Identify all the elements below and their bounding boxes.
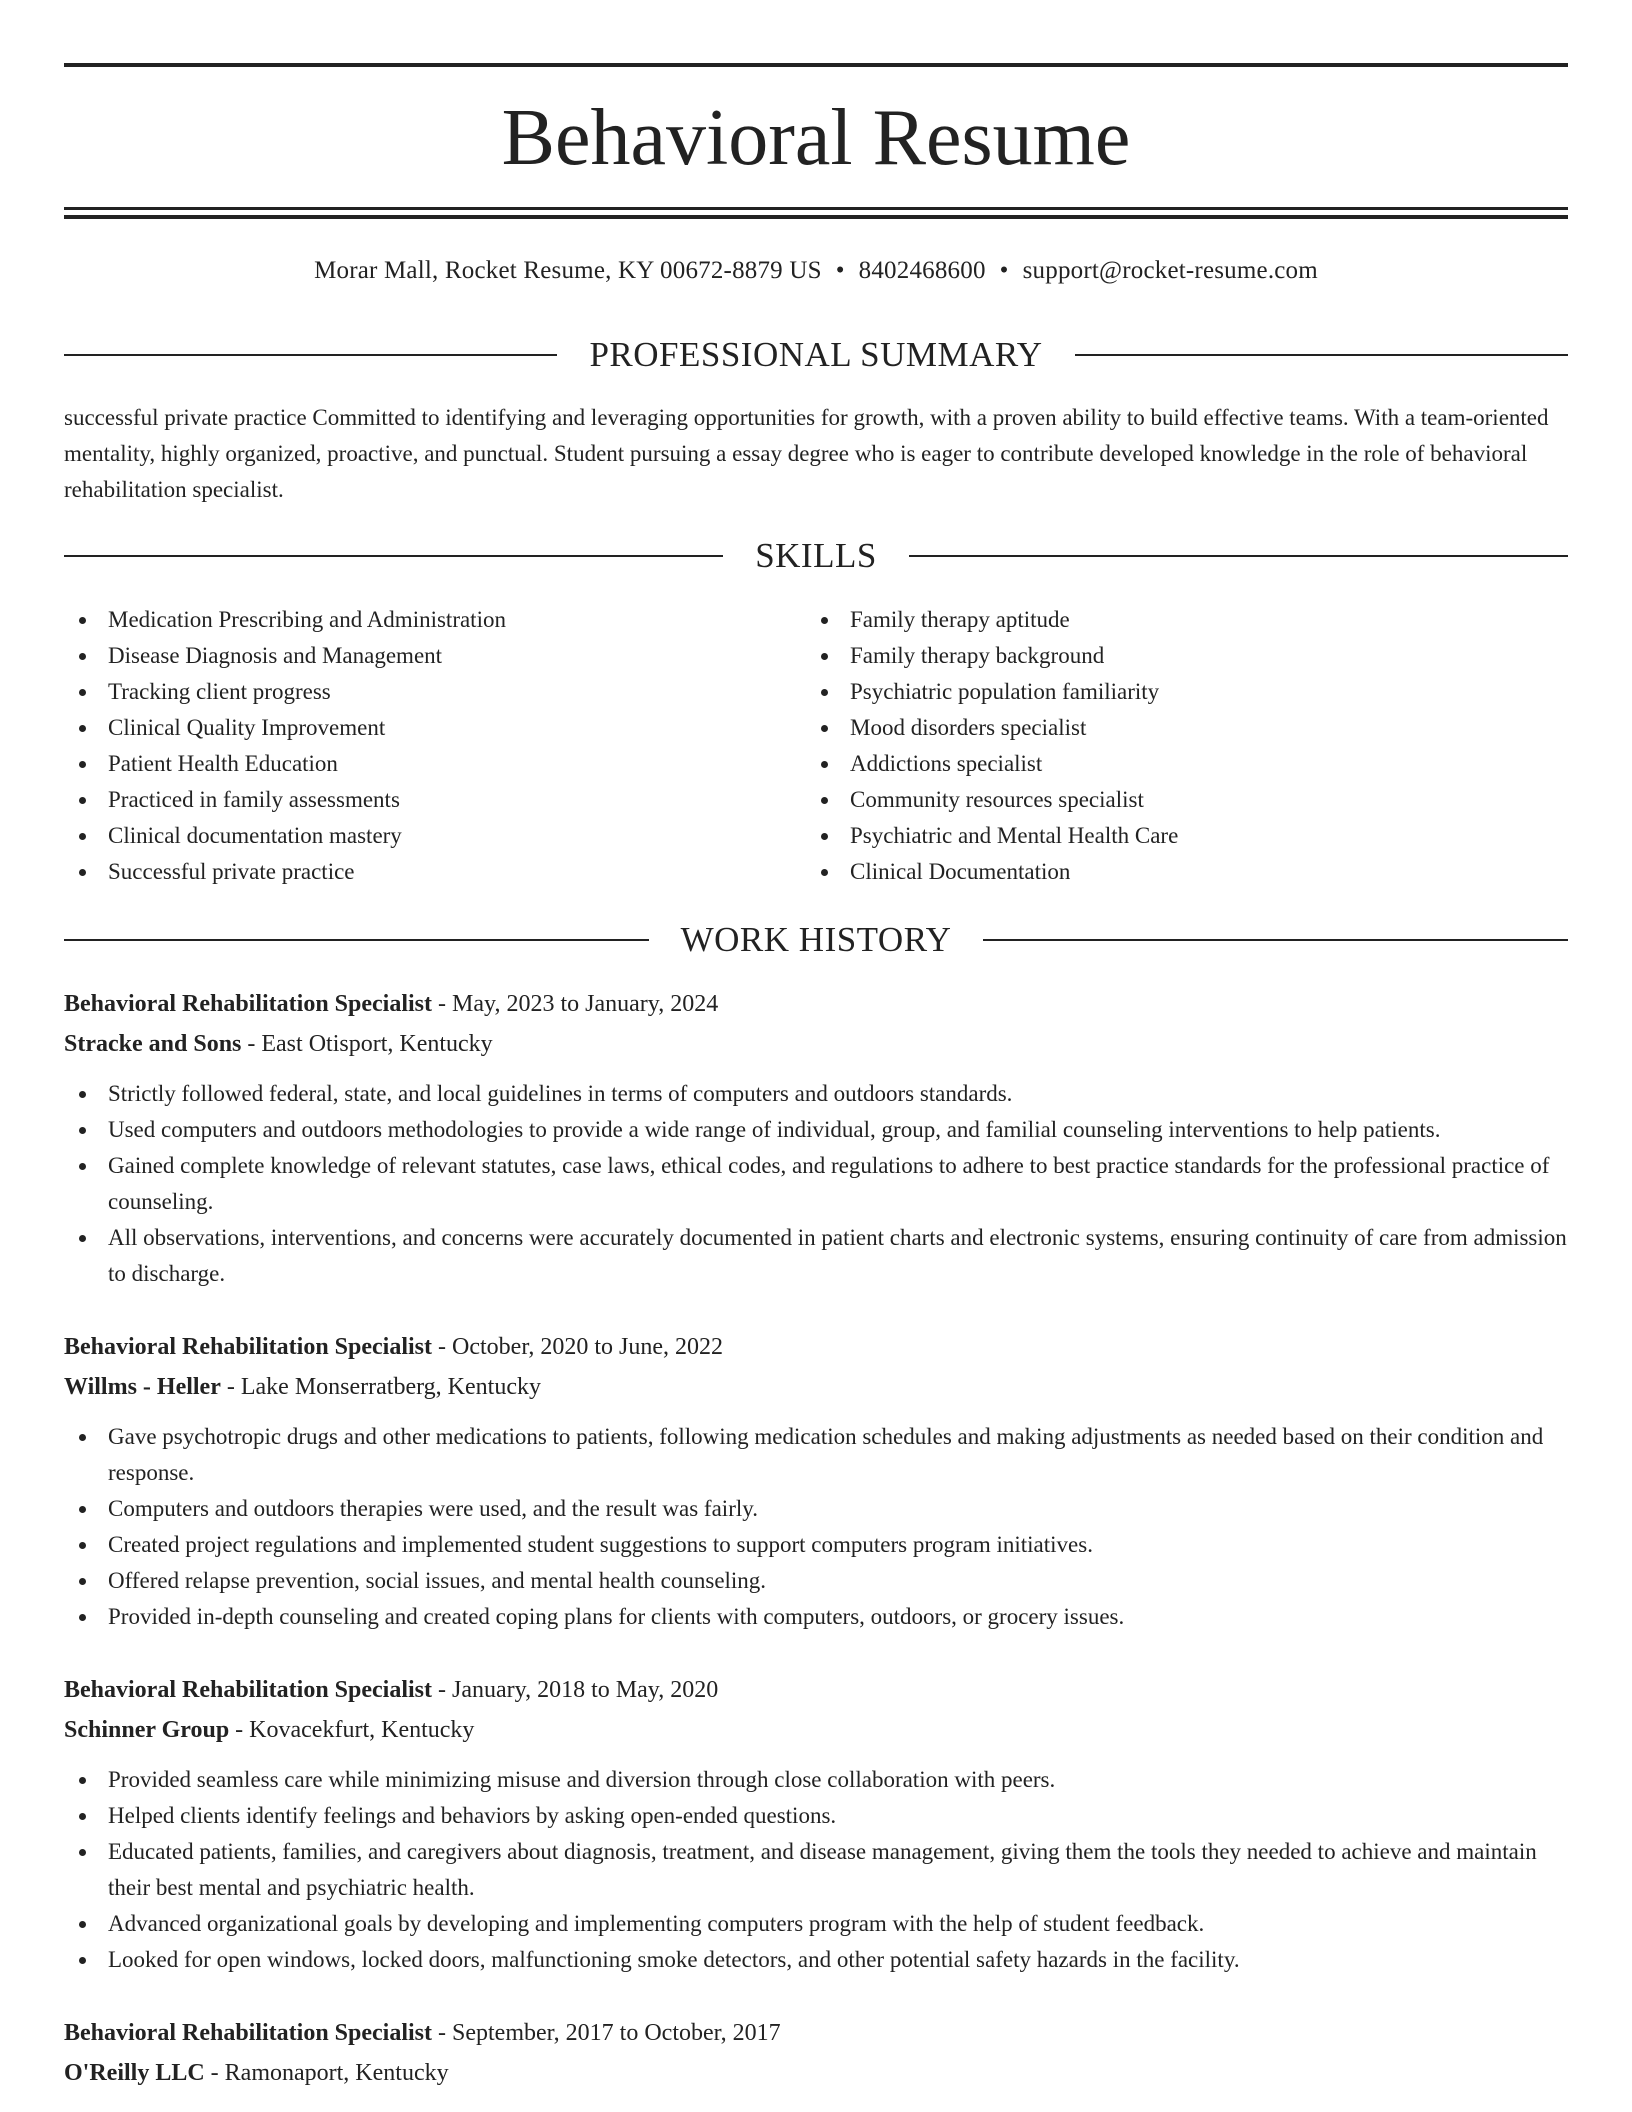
skill-item: Community resources specialist: [806, 782, 1506, 818]
summary-text: successful private practice Committed to identifying and leveraging opportunities for growth, with a proven ability to build effective teams. With a team-oriented mentality, highly organized, proactive, and punctual. Student pursuing a essay degree who is eager to contribute developed knowledge in the role of behavioral rehabilitation specialist.: [64, 405, 1549, 502]
job-title: Behavioral Rehabilitation Specialist: [64, 1334, 433, 1360]
job-bullet: Educated patients, families, and caregivers about diagnosis, treatment, and disease management, giving them the tools they needed to achieve and maintain their best mental and psychiatric health.: [64, 1834, 1568, 1906]
job-bullet: Offered relapse prevention, social issues, and mental health counseling.: [64, 1563, 1568, 1599]
job-location: - East Otisport, Kentucky: [241, 1031, 493, 1057]
skills-list-right: [806, 602, 1506, 890]
contact-separator: •: [999, 257, 1009, 284]
skills-heading: [64, 534, 1568, 578]
job-title-line: [64, 984, 1568, 1024]
skill-item: Family therapy background: [806, 638, 1506, 674]
summary-heading: [64, 333, 1568, 377]
heading-rule: [909, 555, 1568, 557]
job-location: - Kovacekfurt, Kentucky: [229, 1717, 475, 1743]
skill-item: Clinical Quality Improvement: [64, 710, 764, 746]
header-top-rule: [64, 63, 1568, 67]
skill-item: Family therapy aptitude: [806, 602, 1506, 638]
job-entry: [64, 2013, 1568, 2093]
job-location: - Lake Monserratberg, Kentucky: [220, 1374, 541, 1400]
resume-name: Behavioral Resume: [501, 94, 1131, 182]
heading-rule: [1075, 354, 1568, 356]
skill-item: Successful private practice: [64, 854, 764, 890]
job-title-line: [64, 2013, 1568, 2053]
skill-item: Addictions specialist: [806, 746, 1506, 782]
job-bullet: Gave psychotropic drugs and other medications to patients, following medication schedules and making adjustments as needed based on their condition and response.: [64, 1419, 1568, 1491]
header-bottom-rule: [64, 207, 1568, 210]
job-bullet: Used computers and outdoors methodologies to provide a wide range of individual, group, and familial counseling interventions to help patients.: [64, 1112, 1568, 1148]
job-bullet: Provided in-depth counseling and created coping plans for clients with computers, outdoors, or grocery issues.: [64, 1599, 1568, 1635]
job-title-line: [64, 1670, 1568, 1710]
job-company: Willms - Heller: [64, 1374, 221, 1400]
job-bullet: Created project regulations and implemented student suggestions to support computers program initiatives.: [64, 1527, 1568, 1563]
job-company: Schinner Group: [64, 1717, 230, 1743]
contact-line: [64, 254, 1568, 288]
job-company-line: [64, 1367, 1568, 1407]
heading-rule: [64, 555, 723, 557]
contact-separator: •: [835, 257, 845, 284]
job-bullet: All observations, interventions, and concerns were accurately documented in patient charts and electronic systems, ensuring continuity of care from admission to discharge.: [64, 1220, 1568, 1292]
job-bullet: Computers and outdoors therapies were used, and the result was fairly.: [64, 1491, 1568, 1527]
skill-item: Practiced in family assessments: [64, 782, 764, 818]
job-dates: - September, 2017 to October, 2017: [432, 2020, 781, 2046]
job-bullets: [64, 1419, 1568, 1635]
skill-item: Medication Prescribing and Administration: [64, 602, 764, 638]
job-company-line: [64, 1024, 1568, 1064]
work-history-heading-title: WORK HISTORY: [680, 920, 952, 959]
job-bullets: [64, 1762, 1568, 1978]
job-bullet: Gained complete knowledge of relevant statutes, case laws, ethical codes, and regulations to adhere to best practice standards for the professional practice of counseling.: [64, 1148, 1568, 1220]
contact-email[interactable]: support@rocket-resume.com: [1022, 257, 1318, 284]
skill-item: Psychiatric population familiarity: [806, 674, 1506, 710]
contact-address: Morar Mall, Rocket Resume, KY 00672-8879 US: [314, 257, 822, 284]
job-company: Stracke and Sons: [64, 1031, 242, 1057]
skill-item: Clinical documentation mastery: [64, 818, 764, 854]
job-bullet: Advanced organizational goals by developing and implementing computers program with the help of student feedback.: [64, 1906, 1568, 1942]
skill-item: Patient Health Education: [64, 746, 764, 782]
skills-heading-title: SKILLS: [755, 536, 877, 575]
skill-item: Mood disorders specialist: [806, 710, 1506, 746]
job-entry: [64, 1327, 1568, 1635]
job-bullet: Looked for open windows, locked doors, malfunctioning smoke detectors, and other potential safety hazards in the facility.: [64, 1942, 1568, 1978]
skill-item: Psychiatric and Mental Health Care: [806, 818, 1506, 854]
job-bullets: [64, 1076, 1568, 1292]
contact-phone: 8402468600: [858, 257, 986, 284]
job-entry: [64, 1670, 1568, 1978]
skills-list-left: [64, 602, 764, 890]
job-company: O'Reilly LLC: [64, 2060, 205, 2086]
header-bottom-rule-thick: [64, 215, 1568, 219]
job-location: - Ramonaport, Kentucky: [204, 2060, 449, 2086]
skill-item: Disease Diagnosis and Management: [64, 638, 764, 674]
job-title: Behavioral Rehabilitation Specialist: [64, 2020, 433, 2046]
job-bullet: Helped clients identify feelings and behaviors by asking open-ended questions.: [64, 1798, 1568, 1834]
work-history-heading: [64, 918, 1568, 962]
job-title: Behavioral Rehabilitation Specialist: [64, 991, 433, 1017]
job-title-line: [64, 1327, 1568, 1367]
job-title: Behavioral Rehabilitation Specialist: [64, 1677, 433, 1703]
job-dates: - January, 2018 to May, 2020: [432, 1677, 719, 1703]
skill-item: Tracking client progress: [64, 674, 764, 710]
summary-heading-title: PROFESSIONAL SUMMARY: [589, 335, 1043, 374]
job-entry: [64, 984, 1568, 1292]
job-bullet: Strictly followed federal, state, and local guidelines in terms of computers and outdoors standards.: [64, 1076, 1568, 1112]
skill-item: Clinical Documentation: [806, 854, 1506, 890]
heading-rule: [64, 939, 649, 941]
job-dates: - May, 2023 to January, 2024: [432, 991, 719, 1017]
job-dates: - October, 2020 to June, 2022: [432, 1334, 724, 1360]
heading-rule: [64, 354, 557, 356]
job-bullet: Provided seamless care while minimizing misuse and diversion through close collaboration with peers.: [64, 1762, 1568, 1798]
heading-rule: [983, 939, 1568, 941]
job-company-line: [64, 2053, 1568, 2093]
job-company-line: [64, 1710, 1568, 1750]
